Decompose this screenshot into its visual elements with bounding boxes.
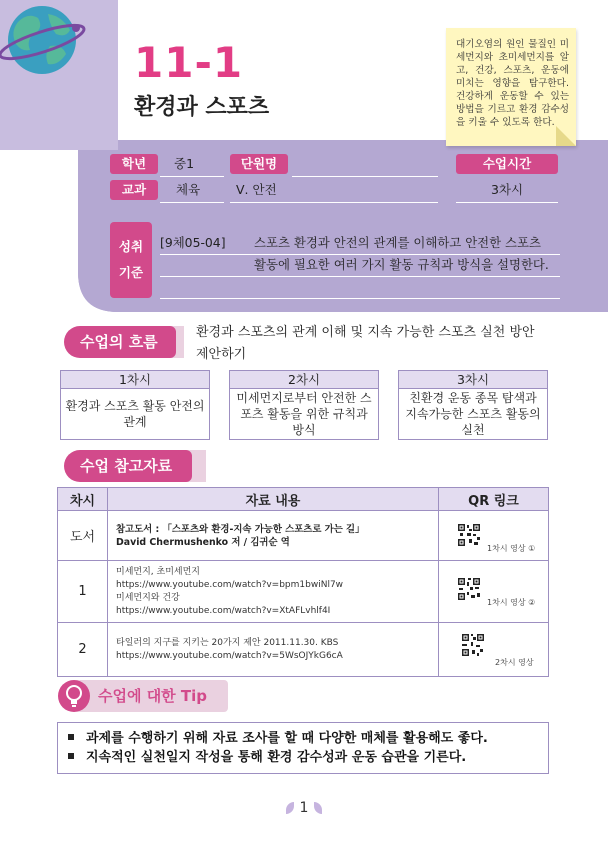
flow-description: 환경과 스포츠의 관계 이해 및 지속 가능한 스포츠 실천 방안 제안하기 <box>196 325 535 362</box>
lesson-box-head: 1차시 <box>61 371 209 389</box>
globe-icon <box>0 0 86 80</box>
lesson-box-body: 환경과 스포츠 활동 안전의 관계 <box>65 399 205 429</box>
references-table <box>57 487 549 677</box>
qr-code-icon[interactable] <box>457 577 481 601</box>
page-number <box>0 800 608 816</box>
video-link[interactable]: https://www.youtube.com/watch?v=5WsOJYkG6cA <box>116 650 343 661</box>
lesson-box-1 <box>60 370 210 440</box>
bullet-icon <box>68 734 74 740</box>
tip-text: 지속적인 실천일지 작성을 통해 환경 감수성과 운동 습관을 기른다. <box>86 750 467 765</box>
row-category: 1 <box>58 561 108 623</box>
lesson-title: 환경과 스포츠 <box>134 95 270 120</box>
row-category: 도서 <box>58 511 108 561</box>
hours-value: 3차시 <box>490 182 524 197</box>
table-row <box>58 561 549 623</box>
lesson-box-2 <box>229 370 379 440</box>
unit-label: 단원명 <box>230 154 288 174</box>
row-content <box>108 623 439 677</box>
flow-section-head <box>64 326 184 358</box>
table-row <box>58 623 549 677</box>
table-header-row <box>58 488 549 511</box>
tip-item <box>68 748 548 767</box>
qr-label: 2차시 영상 <box>495 658 534 667</box>
leaf-right-icon <box>314 802 322 814</box>
page-number-text: 1 <box>299 800 309 816</box>
table-row <box>58 511 549 561</box>
video-link[interactable]: https://www.youtube.com/watch?v=XtAFLvhlf4I <box>116 605 331 616</box>
column-header: QR 링크 <box>439 488 549 511</box>
lesson-box-body: 미세먼지로부터 안전한 스포츠 활동을 위한 규칙과 방식 <box>236 391 372 437</box>
standard-label <box>110 222 152 298</box>
standard-underline-1 <box>160 254 560 255</box>
tip-heading: 수업에 대한 Tip <box>98 687 208 705</box>
qr-code-icon[interactable] <box>461 633 485 657</box>
hours-label: 수업시간 <box>456 154 558 174</box>
tip-section-head <box>58 680 228 712</box>
unit-value: Ⅴ. 안전 <box>236 182 277 197</box>
qr-label: 1차시 영상 ① <box>487 544 536 553</box>
standard-block <box>160 232 560 298</box>
qr-cell <box>439 561 549 623</box>
references-section-head <box>64 450 214 482</box>
video-title: 타일러의 지구를 지키는 20가지 제안 2011.11.30. KBS <box>116 637 339 648</box>
row-content <box>108 511 439 561</box>
row-content <box>108 561 439 623</box>
video-link[interactable]: https://www.youtube.com/watch?v=bpm1bwiNl7w <box>116 579 344 590</box>
row-category: 2 <box>58 623 108 677</box>
lightbulb-icon <box>58 680 90 712</box>
column-header: 자료 내용 <box>108 488 439 511</box>
lesson-number: 11-1 <box>134 38 244 87</box>
tip-item <box>68 729 548 748</box>
flow-heading: 수업의 흐름 <box>64 326 176 358</box>
column-header: 차시 <box>58 488 108 511</box>
standard-underline-2 <box>160 276 560 277</box>
book-title: 참고도서 : 「스포츠와 환경-지속 가능한 스포츠로 가는 길」 <box>116 523 365 535</box>
standard-label-line2: 기준 <box>118 265 144 280</box>
video-title: 미세먼지와 건강 <box>116 592 180 603</box>
book-author: David Chermushenko 저 / 김귀순 역 <box>116 536 290 548</box>
qr-code-icon[interactable] <box>457 523 481 547</box>
lesson-box-head: 2차시 <box>230 371 378 389</box>
qr-label: 1차시 영상 ② <box>487 598 536 607</box>
leaf-left-icon <box>286 802 294 814</box>
subject-underline <box>160 202 224 203</box>
standard-underline-3 <box>160 298 560 299</box>
video-title: 미세먼지, 초미세먼지 <box>116 566 200 577</box>
standard-code: [9체05-04] <box>160 235 226 250</box>
qr-cell <box>439 511 549 561</box>
lesson-box-body: 친환경 운동 종목 탐색과 지속가능한 스포츠 활동의 실천 <box>405 391 541 437</box>
subject-label: 교과 <box>110 180 158 200</box>
unit-value-underline <box>230 202 438 203</box>
lesson-box-head: 3차시 <box>399 371 547 389</box>
hours-underline <box>456 202 558 203</box>
standard-text: 스포츠 환경과 안전의 관계를 이해하고 안전한 스포츠 활동에 필요한 여러 가지 활동 규칙과 방식을 설명한다. <box>254 235 549 272</box>
header-panel <box>0 0 608 312</box>
standard-label-line1: 성취 <box>118 239 144 254</box>
tip-box <box>57 722 549 774</box>
references-heading: 수업 참고자료 <box>64 450 192 482</box>
goal-sticky-note: 대기오염의 원인 물질인 미세먼지와 초미세먼지를 알고, 건강, 스포츠, 운동에 미치는 영향을 탐구한다. 건강하게 운동할 수 있는 방법을 기르고 환경 감수성을 키울 수 있도록 한다. <box>446 28 576 146</box>
subject-value: 체육 <box>176 182 201 197</box>
grade-value: 중1 <box>174 156 195 171</box>
unit-underline <box>292 176 438 177</box>
lesson-box-3 <box>398 370 548 440</box>
sticky-note-fold <box>556 126 576 146</box>
grade-underline <box>160 176 224 177</box>
bullet-icon <box>68 753 74 759</box>
qr-cell <box>439 623 549 677</box>
tip-text: 과제를 수행하기 위해 자료 조사를 할 때 다양한 매체를 활용해도 좋다. <box>86 731 488 746</box>
grade-label: 학년 <box>110 154 158 174</box>
